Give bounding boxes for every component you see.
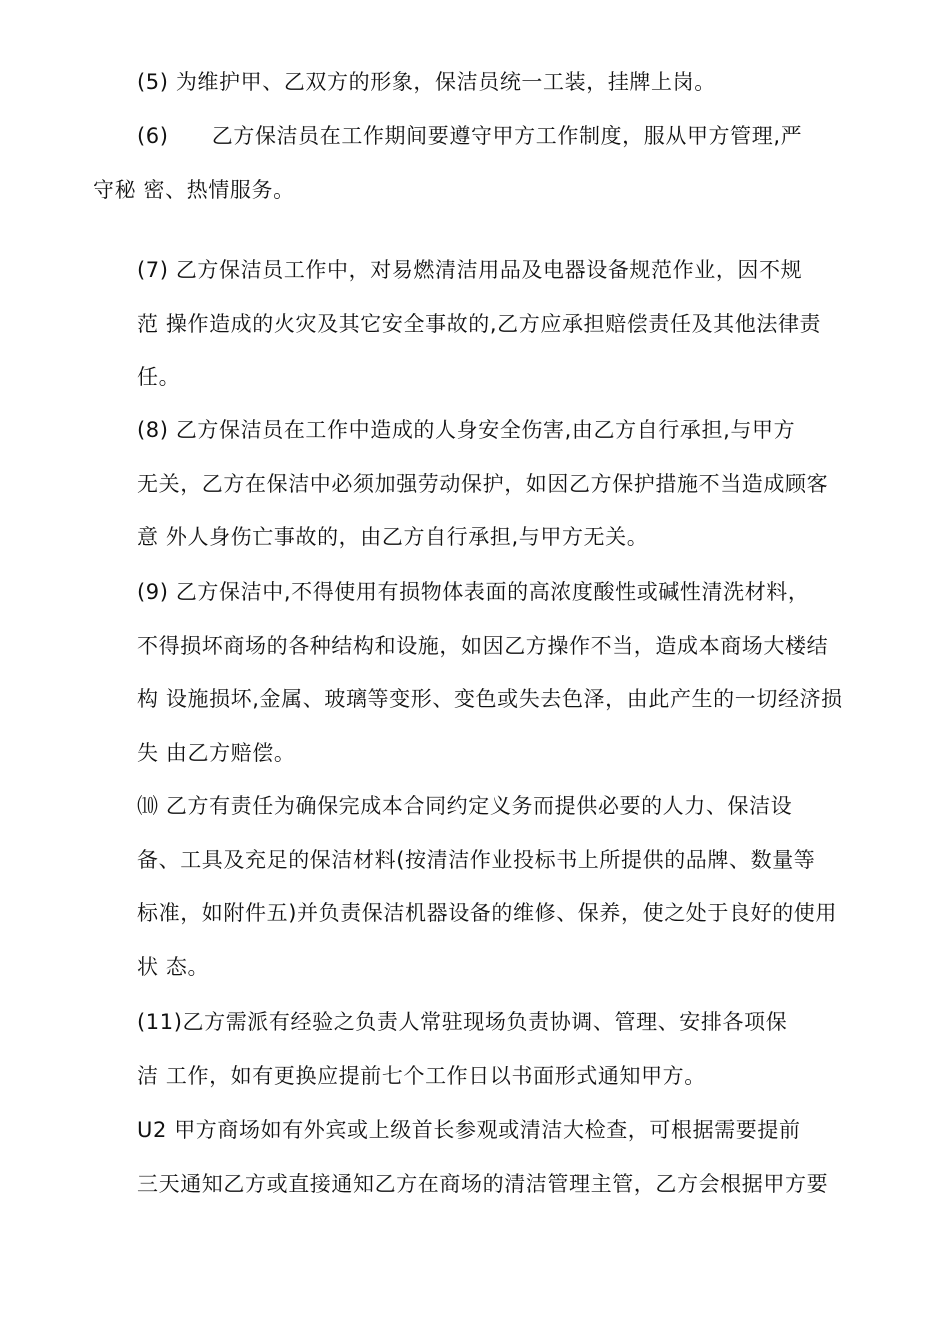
clause-11 — [93, 996, 859, 1103]
clause-9-line-1: (9) 乙方保洁中,不得使用有损物体表面的高浓度酸性或碱性清洗材料， — [137, 580, 810, 604]
clause-7-line-1: (7) 乙方保洁员工作中，对易燃清洁用品及电器设备规范作业，因不规 — [137, 258, 803, 282]
clause-9-line-2: 不得损坏商场的各种结构和设施，如因乙方操作不当，造成本商场大楼结 — [137, 633, 829, 658]
clause-5-line-1: (5) 为维护甲、乙双方的形象，保洁员统一工装，挂牌上岗。 — [137, 70, 716, 94]
clause-7-line-3: 任。 — [137, 365, 181, 389]
clause-11-line-1: (11)乙方需派有经验之负责人常驻现场负责协调、管理、安排各项保 — [137, 1010, 788, 1034]
clause-6-line-1: (6) 乙方保洁员在工作期间要遵守甲方工作制度，服从甲方管理,严 — [137, 124, 803, 148]
clause-11-line-2: 洁 工作，如有更换应提前七个工作日以书面形式通知甲方。 — [137, 1063, 706, 1088]
clause-6 — [93, 110, 859, 217]
clause-12-line-1: U2 甲方商场如有外宾或上级首长参观或清洁大检查，可根据需要提前 — [137, 1118, 801, 1142]
clause-7 — [93, 244, 859, 405]
clause-8-line-1: (8) 乙方保洁员在工作中造成的人身安全伤害,由乙方自行承担,与甲方 — [137, 418, 796, 442]
clause-9-line-4: 失 由乙方赔偿。 — [137, 740, 296, 765]
clause-8-line-3: 意 外人身伤亡事故的，由乙方自行承担,与甲方无关。 — [137, 525, 649, 549]
clause-10-line-1: ⑽ 乙方有责任为确保完成本合同约定义务而提供必要的人力、保洁设 — [137, 794, 793, 818]
clause-9-line-3: 构 设施损坏,金属、玻璃等变形、变色或失去色泽，由此产生的一切经济损 — [137, 687, 843, 711]
clause-7-line-2: 范 操作造成的火灾及其它安全事故的,乙方应承担赔偿责任及其他法律责 — [137, 311, 822, 336]
clause-10 — [93, 780, 859, 994]
clause-9 — [93, 566, 859, 780]
clause-6-line-2: 守秘 密、热情服务。 — [93, 177, 295, 202]
clause-12-line-2: 三天通知乙方或直接通知乙方在商场的清洁管理主管，乙方会根据甲方要 — [137, 1171, 829, 1196]
clause-12 — [93, 1104, 859, 1211]
clause-8-line-2: 无关，乙方在保洁中必须加强劳动保护，如因乙方保护措施不当造成顾客 — [137, 471, 829, 496]
clause-5 — [93, 56, 859, 110]
clause-10-line-4: 状 态。 — [137, 954, 210, 979]
clause-10-line-3: 标准，如附件五)并负责保洁机器设备的维修、保养，使之处于良好的使用 — [137, 901, 837, 925]
clause-8 — [93, 404, 859, 565]
clause-10-line-2: 备、工具及充足的保洁材料(按清洁作业投标书上所提供的品牌、数量等 — [137, 847, 816, 872]
